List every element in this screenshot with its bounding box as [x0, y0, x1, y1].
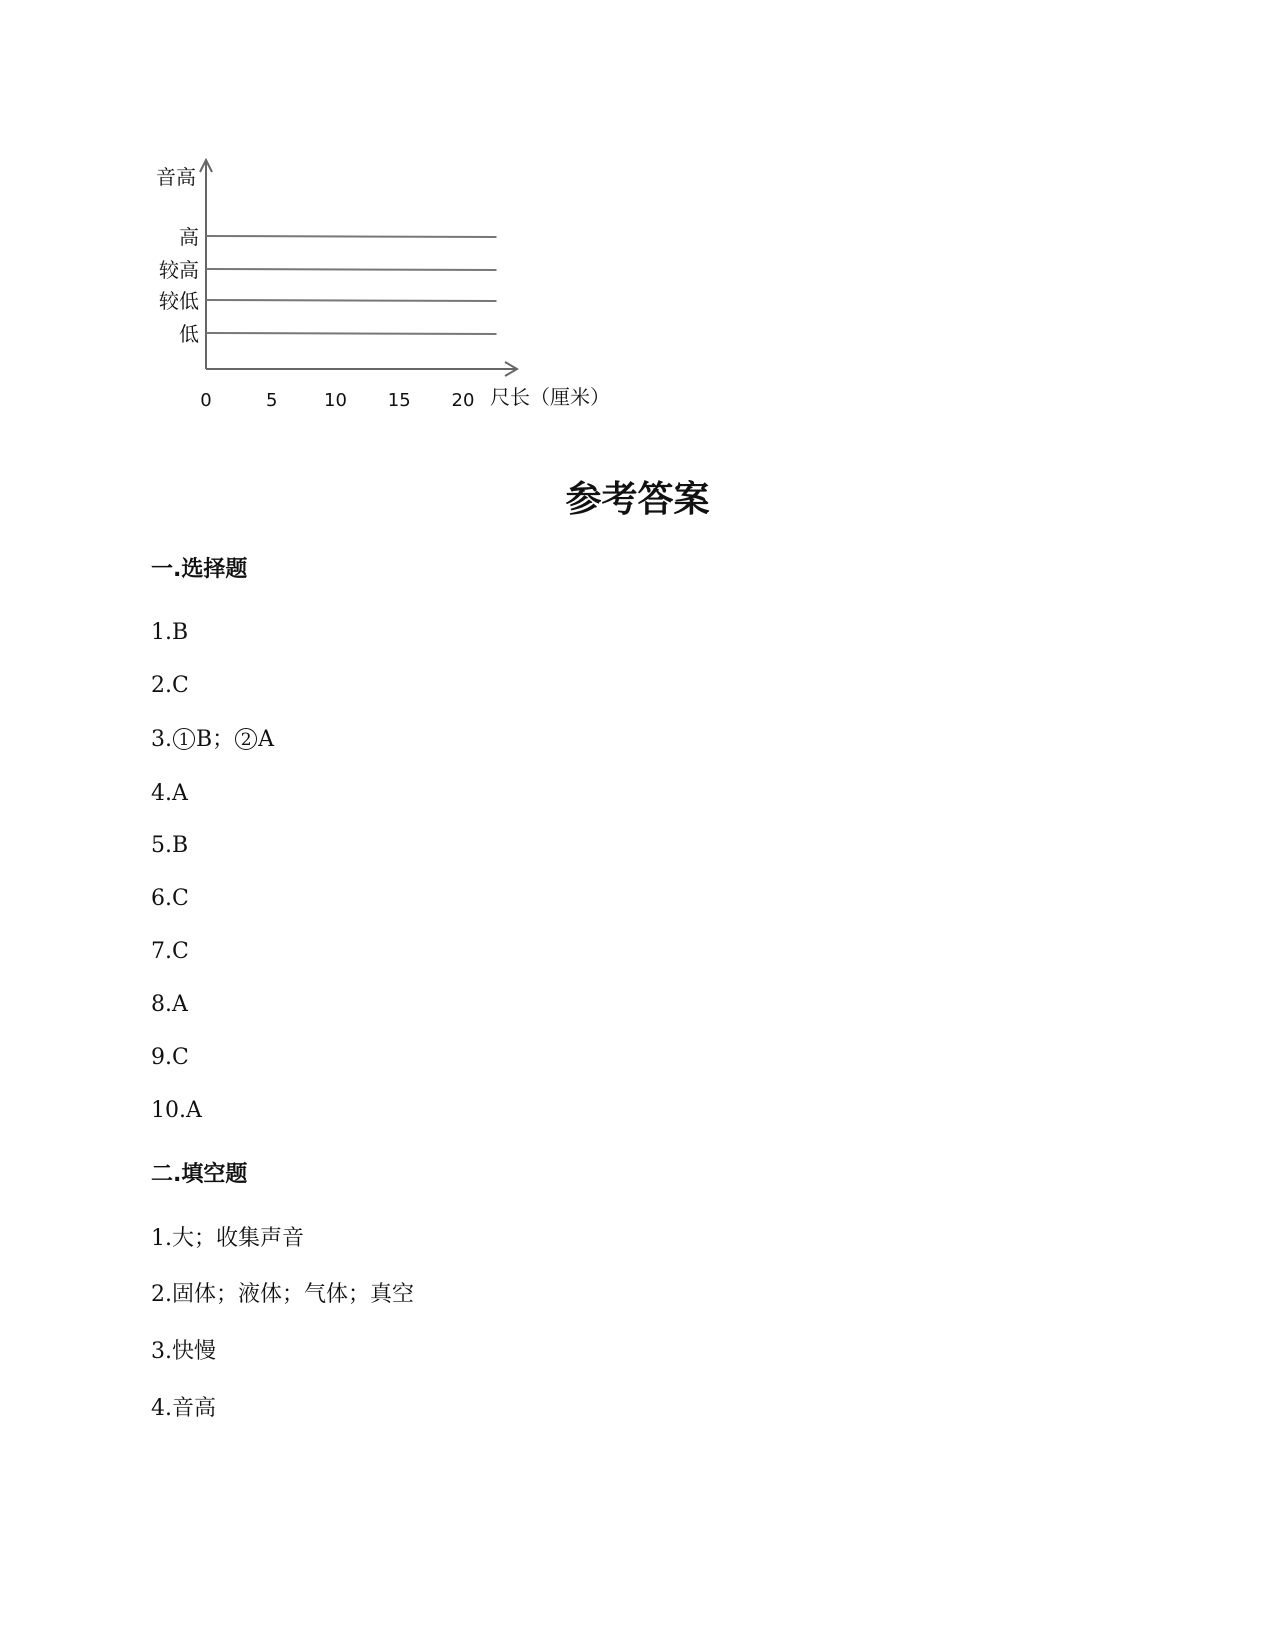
answer-text: 固体；液体；气体；真空	[172, 1282, 415, 1307]
answer-number: 3.	[151, 1339, 172, 1364]
series-line-较高	[206, 269, 497, 270]
x-tick-label: 0	[200, 390, 212, 411]
answer-number: 1.	[151, 620, 172, 645]
answer-text: B	[172, 833, 189, 858]
x-axis-label: 尺长（厘米）	[490, 385, 610, 409]
answer-number: 8.	[151, 992, 172, 1017]
x-tick-label: 15	[387, 390, 411, 411]
answer-line	[151, 991, 188, 1019]
answer-line	[151, 726, 274, 754]
answer-number: 7.	[151, 939, 172, 964]
answer-text: C	[172, 939, 189, 964]
answer-text: A	[172, 781, 188, 806]
answer-number: 6.	[151, 886, 172, 911]
series-line-低	[206, 333, 497, 334]
answer-text: 快慢	[172, 1339, 217, 1364]
answer-text: A	[172, 992, 188, 1017]
circled-number: 1	[173, 728, 195, 750]
answer-text: C	[172, 673, 189, 698]
answer-line	[151, 1044, 189, 1072]
series-line-较低	[206, 300, 497, 301]
answer-text: B	[172, 620, 189, 645]
answer-line	[151, 1225, 304, 1253]
answer-number: 9.	[151, 1045, 172, 1070]
y-axis-label: 音高	[156, 165, 196, 189]
answer-number: 3.	[151, 727, 172, 752]
pitch-chart	[0, 0, 620, 420]
circled-number: 2	[235, 728, 257, 750]
x-tick-label: 10	[324, 390, 347, 411]
answer-line	[151, 780, 188, 808]
section-heading: 一.选择题	[151, 557, 248, 582]
answer-number: 10.	[151, 1098, 186, 1123]
y-tick-label: 低	[179, 322, 199, 346]
x-tick-label: 20	[451, 390, 475, 411]
answer-text: 音高	[172, 1396, 217, 1421]
answer-line	[151, 1395, 216, 1423]
answer-text: B；	[196, 727, 235, 752]
answer-line	[151, 938, 189, 966]
answer-text: A	[258, 727, 275, 752]
answer-number: 4.	[151, 781, 172, 806]
answer-line	[151, 1338, 216, 1366]
y-tick-label: 高	[179, 225, 199, 249]
answer-text: C	[172, 1045, 189, 1070]
answer-number: 2.	[151, 673, 172, 698]
answer-line	[151, 832, 188, 860]
series-line-高	[206, 236, 497, 237]
y-tick-label: 较高	[159, 258, 199, 282]
answer-line	[151, 1097, 202, 1125]
x-tick-label: 5	[266, 390, 278, 411]
y-tick-label: 较低	[159, 289, 199, 313]
answer-number: 5.	[151, 833, 172, 858]
answer-number: 2.	[151, 1282, 172, 1307]
answer-line	[151, 619, 188, 647]
answer-line	[151, 672, 189, 700]
answers-title: 参考答案	[565, 479, 710, 520]
answer-number: 1.	[151, 1226, 172, 1251]
answer-text: A	[186, 1098, 202, 1123]
answer-line	[151, 1281, 414, 1309]
section-heading: 二.填空题	[151, 1162, 248, 1187]
answer-text: C	[172, 886, 189, 911]
answer-number: 4.	[151, 1396, 172, 1421]
answer-text: 大；收集声音	[172, 1226, 305, 1251]
answer-line	[151, 885, 189, 913]
